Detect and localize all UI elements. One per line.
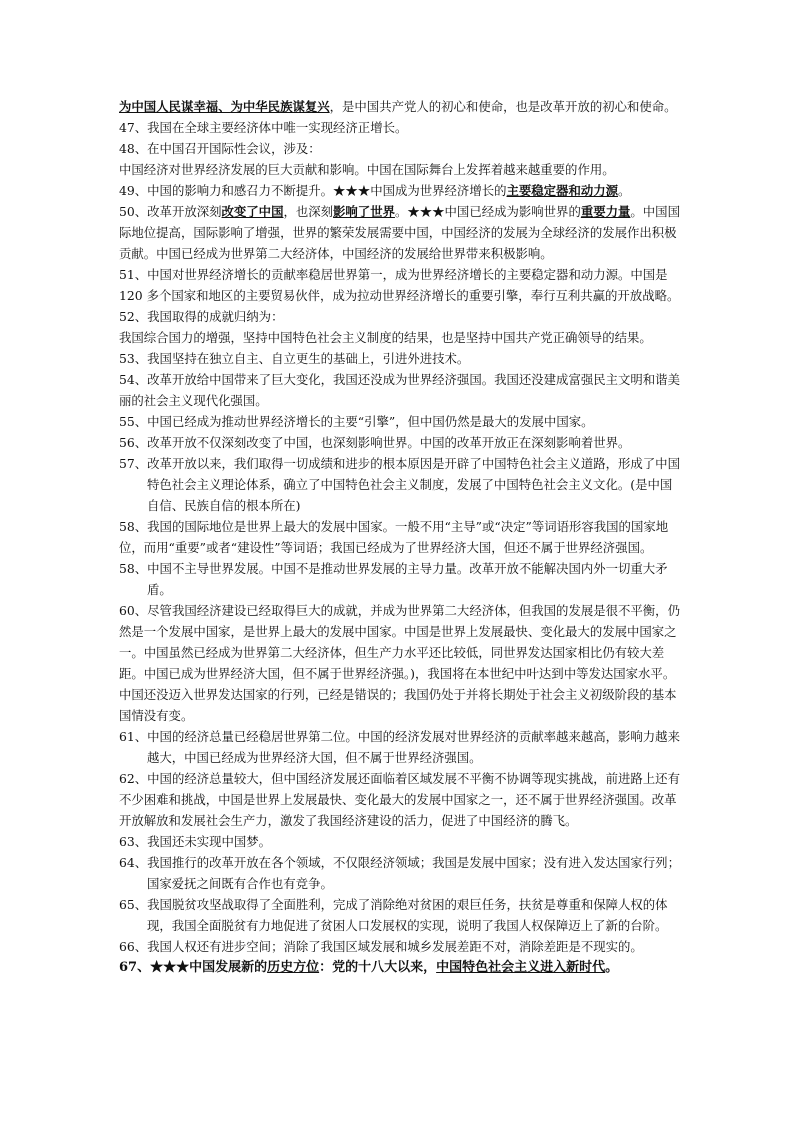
paragraph-53: 53、我国坚持在独立自主、自立更生的基础上，引进外进技术。	[119, 351, 470, 366]
paragraph-67: 67、★★★中国发展新的历史方位：党的十八大以来，中国特色社会主义进入新时代。	[119, 960, 619, 975]
paragraph-52: 52、我国取得的成就归纳为：	[119, 309, 284, 324]
paragraph-49: 49、中国的影响力和感召力不断提升。★★★中国成为世界经济增长的主要稳定器和动力源。	[119, 183, 631, 198]
paragraph-58b: 58、中国不主导世界发展。中国不是推动世界发展的主导力量。改革开放不能解决国内外一切重大矛盾。	[119, 561, 668, 597]
paragraph-48: 48、在中国召开国际性会议，涉及：	[119, 141, 321, 156]
paragraph-58a: 58、我国的国际地位是世界上最大的发展中国家。一般不用“主导”或“决定”等词语形容我国的国家地位，而用“重要”或者“建设性”等词语；我国已经成为了世界经济大国，但还不属于世界经济强国。	[119, 519, 669, 555]
paragraph-65: 65、我国脱贫攻坚战取得了全面胜利，完成了消除绝对贫困的艰巨任务，扶贫是尊重和保障人权的体现，我国全面脱贫有力地促进了贫困人口发展权的实现，说明了我国人权保障迈上了新的台阶。	[119, 897, 668, 933]
paragraph-48-body: 中国经济对世界经济发展的巨大贡献和影响。中国在国际舞台上发挥着越来越重要的作用。	[119, 162, 615, 177]
paragraph-47: 47、我国在全球主要经济体中唯一实现经济正增长。	[119, 120, 408, 135]
paragraph-63: 63、我国还未实现中国梦。	[119, 834, 272, 849]
paragraph-64: 64、我国推行的改革开放在各个领域，不仅限经济领域；我国是发展中国家；没有进入发达国家行列；国家爱抚之间既有合作也有竞争。	[119, 855, 680, 891]
paragraph-50: 50、改革开放深刻改变了中国，也深刻影响了世界。★★★中国已经成为影响世界的重要力量。中国国际地位提高，国际影响了增强，世界的繁荣发展需要中国，中国经济的发展为全球经济的发展作出积极贡献。中国已经成为世界第二大经济体，中国经济的发展给世界带来积极影响。	[119, 204, 680, 261]
paragraph-52-body: 我国综合国力的增强，坚持中国特色社会主义制度的结果，也是坚持中国共产党正确领导的结果。	[119, 330, 652, 345]
paragraph-66: 66、我国人权还有进步空间；消除了我国区域发展和城乡发展差距不对，消除差距是不现实的。	[119, 939, 643, 954]
paragraph-56: 56、改革开放不仅深刻改变了中国，也深刻影响世界。中国的改革开放正在深刻影响着世界。	[119, 435, 631, 450]
paragraph-57: 57、改革开放以来，我们取得一切成绩和进步的根本原因是开辟了中国特色社会主义道路，形成了中国特色社会主义理论体系，确立了中国特色社会主义制度，发展了中国特色社会主义文化。(是中国自信、民族自信的根本所在)	[119, 456, 680, 513]
paragraph-54: 54、改革开放给中国带来了巨大变化，我国还没成为世界经济强国。我国还没建成富强民主文明和谐美丽的社会主义现代化强国。	[119, 372, 680, 408]
mission-underlined: 为中国人民谋幸福、为中华民族谋复兴	[119, 99, 330, 114]
paragraph-55: 55、中国已经成为推动世界经济增长的主要“引擎”，但中国仍然是最大的发展中国家。	[119, 414, 594, 429]
paragraph-62: 62、中国的经济总量较大，但中国经济发展还面临着区域发展不平衡不协调等现实挑战，前进路上还有不少困难和挑战，中国是世界上发展最快、变化最大的发展中国家之一，还不属于世界经济强国。改革开放解放和发展社会生产力，激发了我国经济建设的活力，促进了中国经济的腾飞。	[119, 771, 680, 828]
paragraph-61: 61、中国的经济总量已经稳居世界第二位。中国的经济发展对世界经济的贡献率越来越高，影响力越来越大，中国已经成为世界经济大国，但不属于世界经济强国。	[119, 729, 680, 765]
paragraph-60: 60、尽管我国经济建设已经取得巨大的成就，并成为世界第二大经济体，但我国的发展是很不平衡，仍然是一个发展中国家，是世界上最大的发展中国家。中国是世界上发展最快、变化最大的发展中国家之一。中国虽然已经成为世界第二大经济体，但生产力水平还比较低，同世界发达国家相比仍有较大差距。中国已成为世界经济大国，但不属于世界经济强。)，我国将在本世纪中叶达到中等发达国家水平。中国还没迈入世界发达国家的行列，已经是错误的；我国仍处于并将长期处于社会主义初级阶段的基本国情没有变。	[119, 603, 680, 723]
paragraph-mission: 为中国人民谋幸福、为中华民族谋复兴，是中国共产党人的初心和使命，也是改革开放的初心和使命。	[119, 99, 677, 114]
paragraph-51: 51、中国对世界经济增长的贡献率稳居世界第一，成为世界经济增长的主要稳定器和动力源。中国是 120 多个国家和地区的主要贸易伙伴，成为拉动世界经济增长的重要引擎，奉行互利共赢的开放战略。	[119, 267, 680, 303]
